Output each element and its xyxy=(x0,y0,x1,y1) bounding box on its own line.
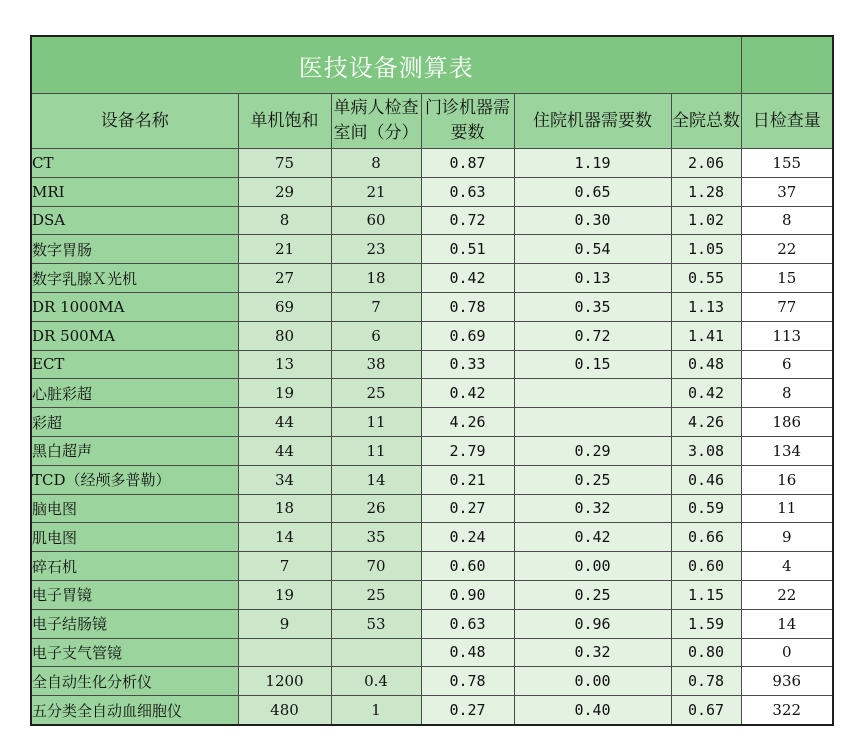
outpatient-cell[interactable]: 0.69 xyxy=(421,321,514,350)
daily-cell[interactable]: 6 xyxy=(741,350,833,379)
calc-table xyxy=(30,35,834,726)
inpatient-cell[interactable]: 0.32 xyxy=(514,638,671,667)
total-cell[interactable]: 1.02 xyxy=(671,206,741,235)
outpatient-cell[interactable]: 0.48 xyxy=(421,638,514,667)
daily-cell[interactable]: 14 xyxy=(741,609,833,638)
device-name-cell[interactable]: ECT xyxy=(31,350,238,379)
minutes-cell[interactable]: 7 xyxy=(331,292,421,321)
minutes-cell[interactable]: 25 xyxy=(331,379,421,408)
outpatient-cell[interactable]: 0.90 xyxy=(421,580,514,609)
inpatient-cell[interactable]: 0.54 xyxy=(514,235,671,264)
inpatient-cell[interactable]: 0.96 xyxy=(514,609,671,638)
minutes-cell[interactable]: 21 xyxy=(331,177,421,206)
daily-cell[interactable]: 155 xyxy=(741,149,833,178)
inpatient-cell[interactable]: 0.35 xyxy=(514,292,671,321)
daily-cell[interactable]: 11 xyxy=(741,494,833,523)
header-outpatient[interactable]: 门诊机器需要数 xyxy=(421,94,514,149)
daily-cell[interactable]: 113 xyxy=(741,321,833,350)
device-name-cell[interactable]: 心脏彩超 xyxy=(31,379,238,408)
table-row xyxy=(31,206,833,235)
saturation-cell[interactable]: 29 xyxy=(238,177,331,206)
total-cell[interactable]: 0.46 xyxy=(671,465,741,494)
daily-cell[interactable]: 16 xyxy=(741,465,833,494)
saturation-cell[interactable]: 80 xyxy=(238,321,331,350)
header-daily[interactable]: 日检查量 xyxy=(741,94,833,149)
minutes-cell[interactable]: 14 xyxy=(331,465,421,494)
saturation-cell[interactable]: 69 xyxy=(238,292,331,321)
device-name-cell[interactable]: MRI xyxy=(31,177,238,206)
outpatient-cell[interactable]: 0.21 xyxy=(421,465,514,494)
minutes-cell[interactable]: 11 xyxy=(331,436,421,465)
header-device-name[interactable]: 设备名称 xyxy=(31,94,238,149)
saturation-cell[interactable]: 27 xyxy=(238,264,331,293)
device-name-cell[interactable]: 彩超 xyxy=(31,408,238,437)
total-cell[interactable]: 1.41 xyxy=(671,321,741,350)
saturation-cell[interactable]: 19 xyxy=(238,379,331,408)
outpatient-cell[interactable]: 0.63 xyxy=(421,177,514,206)
device-name-cell[interactable]: 数字胃肠 xyxy=(31,235,238,264)
table-row xyxy=(31,552,833,581)
daily-cell[interactable]: 22 xyxy=(741,580,833,609)
minutes-cell[interactable] xyxy=(331,638,421,667)
total-cell[interactable]: 0.59 xyxy=(671,494,741,523)
device-name-cell[interactable]: 电子支气管镜 xyxy=(31,638,238,667)
minutes-cell[interactable]: 18 xyxy=(331,264,421,293)
table-row xyxy=(31,465,833,494)
daily-cell[interactable]: 134 xyxy=(741,436,833,465)
inpatient-cell[interactable]: 0.25 xyxy=(514,465,671,494)
table-title: 医技设备测算表 xyxy=(31,36,741,94)
daily-cell[interactable]: 9 xyxy=(741,523,833,552)
table-row xyxy=(31,696,833,725)
table-row xyxy=(31,292,833,321)
outpatient-cell[interactable]: 0.72 xyxy=(421,206,514,235)
table-row xyxy=(31,177,833,206)
table-row xyxy=(31,667,833,696)
device-name-cell[interactable]: 黑白超声 xyxy=(31,436,238,465)
total-cell[interactable]: 2.06 xyxy=(671,149,741,178)
saturation-cell[interactable]: 34 xyxy=(238,465,331,494)
table-row xyxy=(31,408,833,437)
outpatient-cell[interactable]: 0.24 xyxy=(421,523,514,552)
header-inpatient[interactable]: 住院机器需要数 xyxy=(514,94,671,149)
device-name-cell[interactable]: DSA xyxy=(31,206,238,235)
outpatient-cell[interactable]: 0.51 xyxy=(421,235,514,264)
outpatient-cell[interactable]: 0.78 xyxy=(421,292,514,321)
saturation-cell[interactable]: 44 xyxy=(238,408,331,437)
minutes-cell[interactable]: 38 xyxy=(331,350,421,379)
daily-cell[interactable]: 186 xyxy=(741,408,833,437)
total-cell[interactable]: 1.59 xyxy=(671,609,741,638)
outpatient-cell[interactable]: 0.42 xyxy=(421,264,514,293)
outpatient-cell[interactable]: 0.33 xyxy=(421,350,514,379)
inpatient-cell[interactable]: 0.00 xyxy=(514,552,671,581)
daily-cell[interactable]: 77 xyxy=(741,292,833,321)
inpatient-cell[interactable]: 0.15 xyxy=(514,350,671,379)
total-cell[interactable]: 0.42 xyxy=(671,379,741,408)
table-row xyxy=(31,638,833,667)
header-total[interactable]: 全院总数 xyxy=(671,94,741,149)
outpatient-cell[interactable]: 0.78 xyxy=(421,667,514,696)
device-name-cell[interactable]: 肌电图 xyxy=(31,523,238,552)
total-cell[interactable]: 1.13 xyxy=(671,292,741,321)
inpatient-cell[interactable]: 0.30 xyxy=(514,206,671,235)
inpatient-cell[interactable]: 0.40 xyxy=(514,696,671,725)
minutes-cell[interactable]: 0.4 xyxy=(331,667,421,696)
device-name-cell[interactable]: TCD（经颅多普勒） xyxy=(31,465,238,494)
table-row xyxy=(31,321,833,350)
total-cell[interactable]: 0.67 xyxy=(671,696,741,725)
table-row xyxy=(31,580,833,609)
inpatient-cell[interactable]: 1.19 xyxy=(514,149,671,178)
inpatient-cell[interactable] xyxy=(514,379,671,408)
header-minutes[interactable]: 单病人检查室间（分） xyxy=(331,94,421,149)
title-blank-cell xyxy=(741,36,833,94)
device-name-cell[interactable]: 电子结肠镜 xyxy=(31,609,238,638)
outpatient-cell[interactable]: 0.60 xyxy=(421,552,514,581)
daily-cell[interactable]: 936 xyxy=(741,667,833,696)
device-name-cell[interactable]: 五分类全自动血细胞仪 xyxy=(31,696,238,725)
saturation-cell[interactable]: 7 xyxy=(238,552,331,581)
saturation-cell[interactable] xyxy=(238,638,331,667)
table-row xyxy=(31,523,833,552)
outpatient-cell[interactable]: 0.87 xyxy=(421,149,514,178)
table-row xyxy=(31,609,833,638)
outpatient-cell[interactable]: 0.42 xyxy=(421,379,514,408)
device-name-cell[interactable]: 全自动生化分析仪 xyxy=(31,667,238,696)
total-cell[interactable]: 3.08 xyxy=(671,436,741,465)
outpatient-cell[interactable]: 0.27 xyxy=(421,696,514,725)
minutes-cell[interactable]: 26 xyxy=(331,494,421,523)
minutes-cell[interactable]: 6 xyxy=(331,321,421,350)
saturation-cell[interactable]: 480 xyxy=(238,696,331,725)
inpatient-cell[interactable]: 0.32 xyxy=(514,494,671,523)
daily-cell[interactable]: 8 xyxy=(741,379,833,408)
daily-cell[interactable]: 322 xyxy=(741,696,833,725)
total-cell[interactable]: 0.60 xyxy=(671,552,741,581)
device-name-cell[interactable]: DR 1000MA xyxy=(31,292,238,321)
daily-cell[interactable]: 0 xyxy=(741,638,833,667)
inpatient-cell[interactable]: 0.29 xyxy=(514,436,671,465)
minutes-cell[interactable]: 53 xyxy=(331,609,421,638)
inpatient-cell[interactable]: 0.72 xyxy=(514,321,671,350)
daily-cell[interactable]: 15 xyxy=(741,264,833,293)
outpatient-cell[interactable]: 0.27 xyxy=(421,494,514,523)
minutes-cell[interactable]: 1 xyxy=(331,696,421,725)
minutes-cell[interactable]: 23 xyxy=(331,235,421,264)
saturation-cell[interactable]: 8 xyxy=(238,206,331,235)
outpatient-cell[interactable]: 4.26 xyxy=(421,408,514,437)
inpatient-cell[interactable]: 0.65 xyxy=(514,177,671,206)
daily-cell[interactable]: 22 xyxy=(741,235,833,264)
table-row xyxy=(31,149,833,178)
device-name-cell[interactable]: 碎石机 xyxy=(31,552,238,581)
table-row xyxy=(31,379,833,408)
daily-cell[interactable]: 4 xyxy=(741,552,833,581)
inpatient-cell[interactable]: 0.13 xyxy=(514,264,671,293)
table-row xyxy=(31,436,833,465)
saturation-cell[interactable]: 19 xyxy=(238,580,331,609)
total-cell[interactable]: 0.66 xyxy=(671,523,741,552)
saturation-cell[interactable]: 75 xyxy=(238,149,331,178)
table-row xyxy=(31,494,833,523)
device-name-cell[interactable]: DR 500MA xyxy=(31,321,238,350)
outpatient-cell[interactable]: 2.79 xyxy=(421,436,514,465)
saturation-cell[interactable]: 18 xyxy=(238,494,331,523)
saturation-cell[interactable]: 1200 xyxy=(238,667,331,696)
total-cell[interactable]: 0.78 xyxy=(671,667,741,696)
header-saturation[interactable]: 单机饱和 xyxy=(238,94,331,149)
minutes-cell[interactable]: 11 xyxy=(331,408,421,437)
total-cell[interactable]: 1.05 xyxy=(671,235,741,264)
saturation-cell[interactable]: 9 xyxy=(238,609,331,638)
device-name-cell[interactable]: CT xyxy=(31,149,238,178)
inpatient-cell[interactable]: 0.42 xyxy=(514,523,671,552)
total-cell[interactable]: 0.48 xyxy=(671,350,741,379)
saturation-cell[interactable]: 13 xyxy=(238,350,331,379)
total-cell[interactable]: 4.26 xyxy=(671,408,741,437)
table-row xyxy=(31,264,833,293)
daily-cell[interactable]: 37 xyxy=(741,177,833,206)
device-name-cell[interactable]: 脑电图 xyxy=(31,494,238,523)
total-cell[interactable]: 1.15 xyxy=(671,580,741,609)
minutes-cell[interactable]: 25 xyxy=(331,580,421,609)
total-cell[interactable]: 0.55 xyxy=(671,264,741,293)
saturation-cell[interactable]: 44 xyxy=(238,436,331,465)
minutes-cell[interactable]: 35 xyxy=(331,523,421,552)
total-cell[interactable]: 0.80 xyxy=(671,638,741,667)
table-row xyxy=(31,235,833,264)
header-row xyxy=(31,94,833,149)
outpatient-cell[interactable]: 0.63 xyxy=(421,609,514,638)
minutes-cell[interactable]: 8 xyxy=(331,149,421,178)
device-name-cell[interactable]: 电子胃镜 xyxy=(31,580,238,609)
daily-cell[interactable]: 8 xyxy=(741,206,833,235)
inpatient-cell[interactable]: 0.00 xyxy=(514,667,671,696)
minutes-cell[interactable]: 60 xyxy=(331,206,421,235)
saturation-cell[interactable]: 21 xyxy=(238,235,331,264)
minutes-cell[interactable]: 70 xyxy=(331,552,421,581)
inpatient-cell[interactable]: 0.25 xyxy=(514,580,671,609)
inpatient-cell[interactable] xyxy=(514,408,671,437)
saturation-cell[interactable]: 14 xyxy=(238,523,331,552)
table-row xyxy=(31,350,833,379)
device-name-cell[interactable]: 数字乳腺Ｘ光机 xyxy=(31,264,238,293)
total-cell[interactable]: 1.28 xyxy=(671,177,741,206)
